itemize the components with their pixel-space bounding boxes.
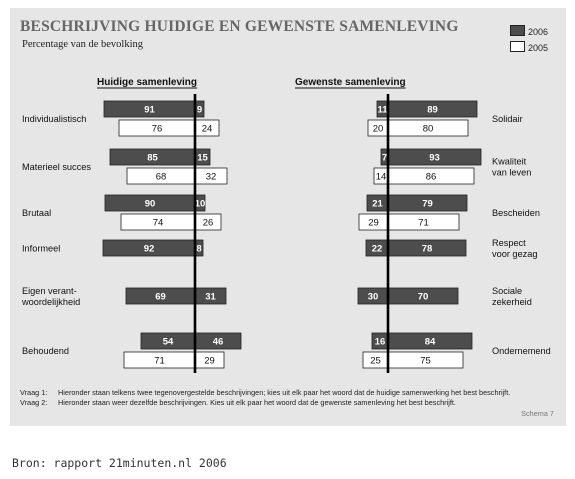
chart-title: BESCHRIJVING HUIDIGE EN GEWENSTE SAMENLEVING <box>20 18 459 35</box>
footnote-2-label: Vraag 2: <box>20 397 48 407</box>
value-label-huidige-2006-left-0: 91 <box>144 104 155 116</box>
source-caption: Bron: rapport 21minuten.nl 2006 <box>12 456 227 470</box>
category-label-huidige-4 <box>21 286 80 307</box>
legend-item-2006 <box>510 25 548 37</box>
value-label-gewenste-2006-left-4: 30 <box>367 291 379 303</box>
category-label-huidige-5 <box>22 346 69 356</box>
value-label-huidige-2006-right-0: 9 <box>196 104 203 116</box>
category-label-gewenste-5 <box>492 346 551 356</box>
value-label-gewenste-2006-left-3: 22 <box>371 243 383 255</box>
chart-panel <box>10 8 566 426</box>
category-label-huidige-0 <box>22 114 86 124</box>
value-label-huidige-2006-right-3: 8 <box>196 243 202 255</box>
chart-subtitle: Percentage van de bevolking <box>22 39 143 50</box>
value-label-huidige-2006-right-4: 31 <box>205 291 216 303</box>
value-label-gewenste-2006-right-5: 84 <box>424 336 436 348</box>
value-label-gewenste-2005-left-2: 29 <box>368 217 379 229</box>
category-label-line: Respect <box>492 238 526 248</box>
value-label-huidige-2005-right-2: 26 <box>202 217 214 229</box>
value-label-huidige-2006-left-1: 85 <box>147 152 158 164</box>
category-label-line: Ondernemend <box>492 346 551 356</box>
value-label-huidige-2005-left-1: 68 <box>155 171 167 183</box>
category-label-line: Behoudend <box>22 346 70 356</box>
value-label-gewenste-2005-right-1: 86 <box>425 171 437 183</box>
category-label-line: woordelijkheid <box>22 297 81 307</box>
category-label-line: Bescheiden <box>492 208 541 218</box>
value-label-gewenste-2006-left-0: 11 <box>377 104 388 116</box>
value-label-gewenste-2006-right-0: 89 <box>427 104 438 116</box>
value-label-gewenste-2006-right-1: 93 <box>429 152 440 164</box>
category-label-line: Solidair <box>492 114 523 124</box>
category-label-line: Informeel <box>22 243 61 254</box>
value-label-huidige-2005-right-0: 24 <box>201 123 213 135</box>
category-label-line: Sociale <box>492 286 523 296</box>
category-label-line: Individualistisch <box>22 114 87 124</box>
value-label-huidige-2005-left-5: 71 <box>154 355 165 367</box>
schema-label: Schema 7 <box>521 409 554 418</box>
value-label-gewenste-2005-left-5: 25 <box>370 355 381 367</box>
value-label-gewenste-2006-left-2: 21 <box>372 198 383 210</box>
category-label-huidige-2 <box>22 208 51 218</box>
value-label-huidige-2006-right-5: 46 <box>212 336 224 348</box>
value-label-huidige-2005-left-0: 76 <box>151 123 163 135</box>
legend-swatch-2005 <box>510 41 525 52</box>
category-label-gewenste-2 <box>492 208 540 218</box>
value-label-huidige-2005-right-5: 29 <box>204 355 215 367</box>
category-label-line: Materieel succes <box>22 162 91 172</box>
panel-title-huidige: Huidige samenleving <box>97 77 198 88</box>
category-label-gewenste-0 <box>492 114 523 124</box>
category-label-line: Kwaliteit <box>492 156 527 167</box>
value-label-gewenste-2006-right-2: 79 <box>422 198 433 210</box>
category-label-line: van leven <box>492 167 532 178</box>
legend-label-2005: 2005 <box>528 43 549 53</box>
value-label-gewenste-2006-left-5: 16 <box>374 336 386 348</box>
footnote-2-text: Hieronder staan weer dezelfde beschrijvingen. Kies uit elk paar het woord dat de gewenste samenleving het best beschrijft. <box>58 397 456 407</box>
category-label-line: Eigen verant- <box>22 286 77 296</box>
footnote-1-label: Vraag 1: <box>20 388 48 397</box>
footnote-2 <box>20 398 540 408</box>
value-label-gewenste-2006-left-1: 7 <box>381 152 388 164</box>
value-label-huidige-2006-right-2: 10 <box>194 198 206 210</box>
category-label-line: voor gezag <box>492 249 538 259</box>
value-label-gewenste-2005-right-2: 71 <box>418 217 429 229</box>
value-label-huidige-2006-right-1: 15 <box>197 152 208 164</box>
value-label-gewenste-2005-left-0: 20 <box>372 123 384 135</box>
value-label-huidige-2005-right-1: 32 <box>205 171 217 183</box>
category-label-gewenste-1 <box>492 157 531 178</box>
chart-canvas <box>10 8 566 426</box>
value-label-gewenste-2005-left-1: 14 <box>375 171 387 183</box>
category-label-gewenste-3 <box>492 238 537 259</box>
category-label-line: Brutaal <box>22 208 52 218</box>
value-label-gewenste-2006-right-3: 78 <box>421 243 433 255</box>
footnote-1-text: Hieronder staan telkens twee tegenovergestelde beschrijvingen; kies uit elk paar het woord dat de huidige samenwerking het best beschrijft. <box>58 388 511 397</box>
legend-item-2005 <box>510 41 548 53</box>
panel-title-gewenste: Gewenste samenleving <box>295 77 406 88</box>
value-label-huidige-2006-left-2: 90 <box>144 198 156 210</box>
value-label-huidige-2006-left-5: 54 <box>162 336 174 348</box>
value-label-gewenste-2006-right-4: 70 <box>417 291 429 303</box>
legend-label-2006: 2006 <box>528 27 549 37</box>
category-label-gewenste-4 <box>492 286 532 307</box>
value-label-gewenste-2005-right-0: 80 <box>422 123 434 135</box>
value-label-huidige-2006-left-3: 92 <box>143 243 155 255</box>
category-label-huidige-3 <box>22 244 60 254</box>
category-label-line: zekerheid <box>492 297 532 307</box>
footnote-1 <box>20 388 540 398</box>
legend-swatch-2006 <box>510 25 525 36</box>
value-label-huidige-2005-left-2: 74 <box>152 217 164 229</box>
value-label-huidige-2006-left-4: 69 <box>155 291 166 303</box>
footnotes <box>20 388 540 407</box>
category-label-huidige-1 <box>22 162 91 172</box>
value-label-gewenste-2005-right-5: 75 <box>420 355 431 367</box>
